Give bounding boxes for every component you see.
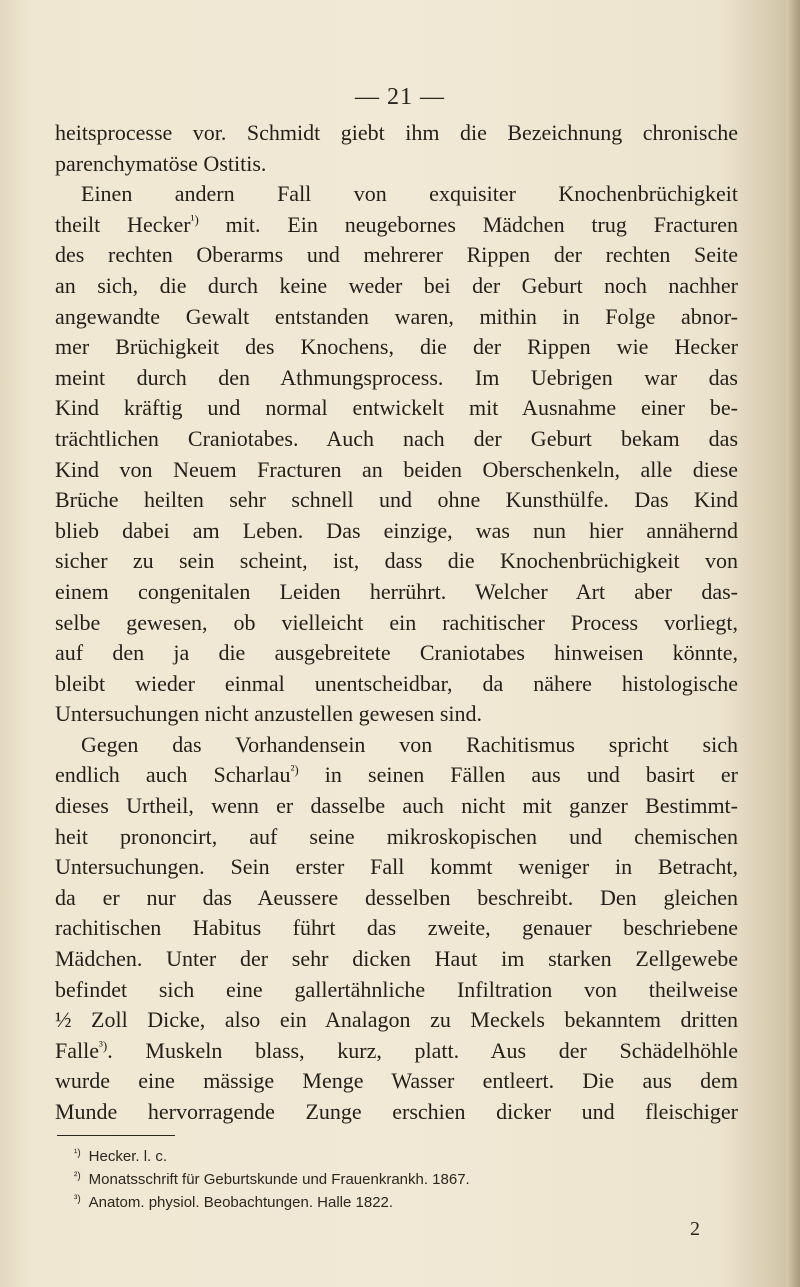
text-line: selbe gewesen, ob vielleicht ein rachitischer Process vorliegt,: [55, 609, 738, 635]
text-line: theilt Hecker$^{^1)}$ mit. Ein neugebornes Mädchen trug Fracturen: [55, 211, 738, 237]
text-line: Falle$^{^3)}$. Muskeln blass, kurz, platt. Aus der Schädelhöhle: [55, 1037, 738, 1063]
footnote-ref: ¹): [190, 211, 199, 227]
text-line: heitsprocesse vor. Schmidt giebt ihm die Bezeichnung chronische: [55, 120, 738, 145]
footnote-divider: [57, 1135, 175, 1136]
text-line: Mädchen. Unter der sehr dicken Haut im starken Zellgewebe: [55, 946, 738, 972]
text-line: Einen andern Fall von exquisiter Knochenbrüchigkeit: [81, 181, 738, 207]
text-line: wurde eine mässige Menge Wasser entleert. Die aus dem: [55, 1068, 738, 1094]
text-line: des rechten Oberarms und mehrerer Rippen der rechten Seite: [55, 242, 738, 268]
text-line: endlich auch Scharlau$^{^2)}$ in seinen Fällen aus und basirt er: [55, 762, 738, 788]
text-line: meint durch den Athmungsprocess. Im Uebrigen war das: [55, 364, 738, 390]
text-line: Kind von Neuem Fracturen an beiden Oberschenkeln, alle diese: [55, 456, 738, 482]
text-line: befindet sich eine gallertähnliche Infiltration von theilweise: [55, 976, 738, 1002]
text-line: blieb dabei am Leben. Das einzige, was nun hier annähernd: [55, 517, 738, 543]
text-line: einem congenitalen Leiden herrührt. Welcher Art aber das-: [55, 578, 738, 604]
signature-mark: 2: [690, 1218, 700, 1240]
text-line: dieses Urtheil, wenn er dasselbe auch nicht mit ganzer Bestimmt-: [55, 793, 738, 819]
text-line: auf den ja die ausgebreitete Craniotabes hinweisen könnte,: [55, 640, 738, 666]
page-number: — 21 —: [355, 84, 445, 110]
text-line: Untersuchungen. Sein erster Fall kommt weniger in Betracht,: [55, 854, 738, 880]
footnote: $^{^3)}$ Anatom. physiol. Beobachtungen. Halle 1822.: [74, 1194, 394, 1211]
text-line: da er nur das Aeussere desselben beschreibt. Den gleichen: [55, 884, 738, 910]
page-edge: [786, 0, 800, 1287]
body-text: [55, 118, 738, 1128]
text-line: angewandte Gewalt entstanden waren, mithin in Folge abnor-: [55, 303, 738, 329]
text-line: mer Brüchigkeit des Knochens, die der Rippen wie Hecker: [55, 334, 738, 360]
text-line: sicher zu sein scheint, ist, dass die Knochenbrüchigkeit von: [55, 548, 738, 574]
text-line: trächtlichen Craniotabes. Auch nach der Geburt bekam das: [55, 425, 738, 451]
text-line: ½ Zoll Dicke, also ein Analagon zu Meckels bekanntem dritten: [55, 1007, 738, 1033]
text-line: Gegen das Vorhandensein von Rachitismus spricht sich: [81, 731, 738, 757]
text-line: bleibt wieder einmal unentscheidbar, da nähere histologische: [55, 670, 738, 696]
text-line: Brüche heilten sehr schnell und ohne Kunsthülfe. Das Kind: [55, 487, 738, 513]
text-line: parenchymatöse Ostitis.: [55, 150, 267, 176]
footnote-ref: ²): [290, 762, 299, 778]
text-line: an sich, die durch keine weder bei der Geburt noch nachher: [55, 272, 738, 298]
text-line: heit prononcirt, auf seine mikroskopischen und chemischen: [55, 823, 738, 849]
text-line: Untersuchungen nicht anzustellen gewesen sind.: [55, 701, 483, 727]
text-line: rachitischen Habitus führt das zweite, genauer beschriebene: [55, 915, 738, 941]
footnote: $^{^2)}$ Monatsschrift für Geburtskunde und Frauenkrankh. 1867.: [74, 1171, 470, 1188]
text-line: Munde hervorragende Zunge erschien dicker und fleischiger: [55, 1099, 738, 1124]
text-line: Kind kräftig und normal entwickelt mit Ausnahme einer be-: [55, 395, 738, 421]
footnote-ref: ³): [99, 1037, 108, 1053]
footnote: $^{^1)}$ Hecker. l. c.: [74, 1148, 168, 1165]
